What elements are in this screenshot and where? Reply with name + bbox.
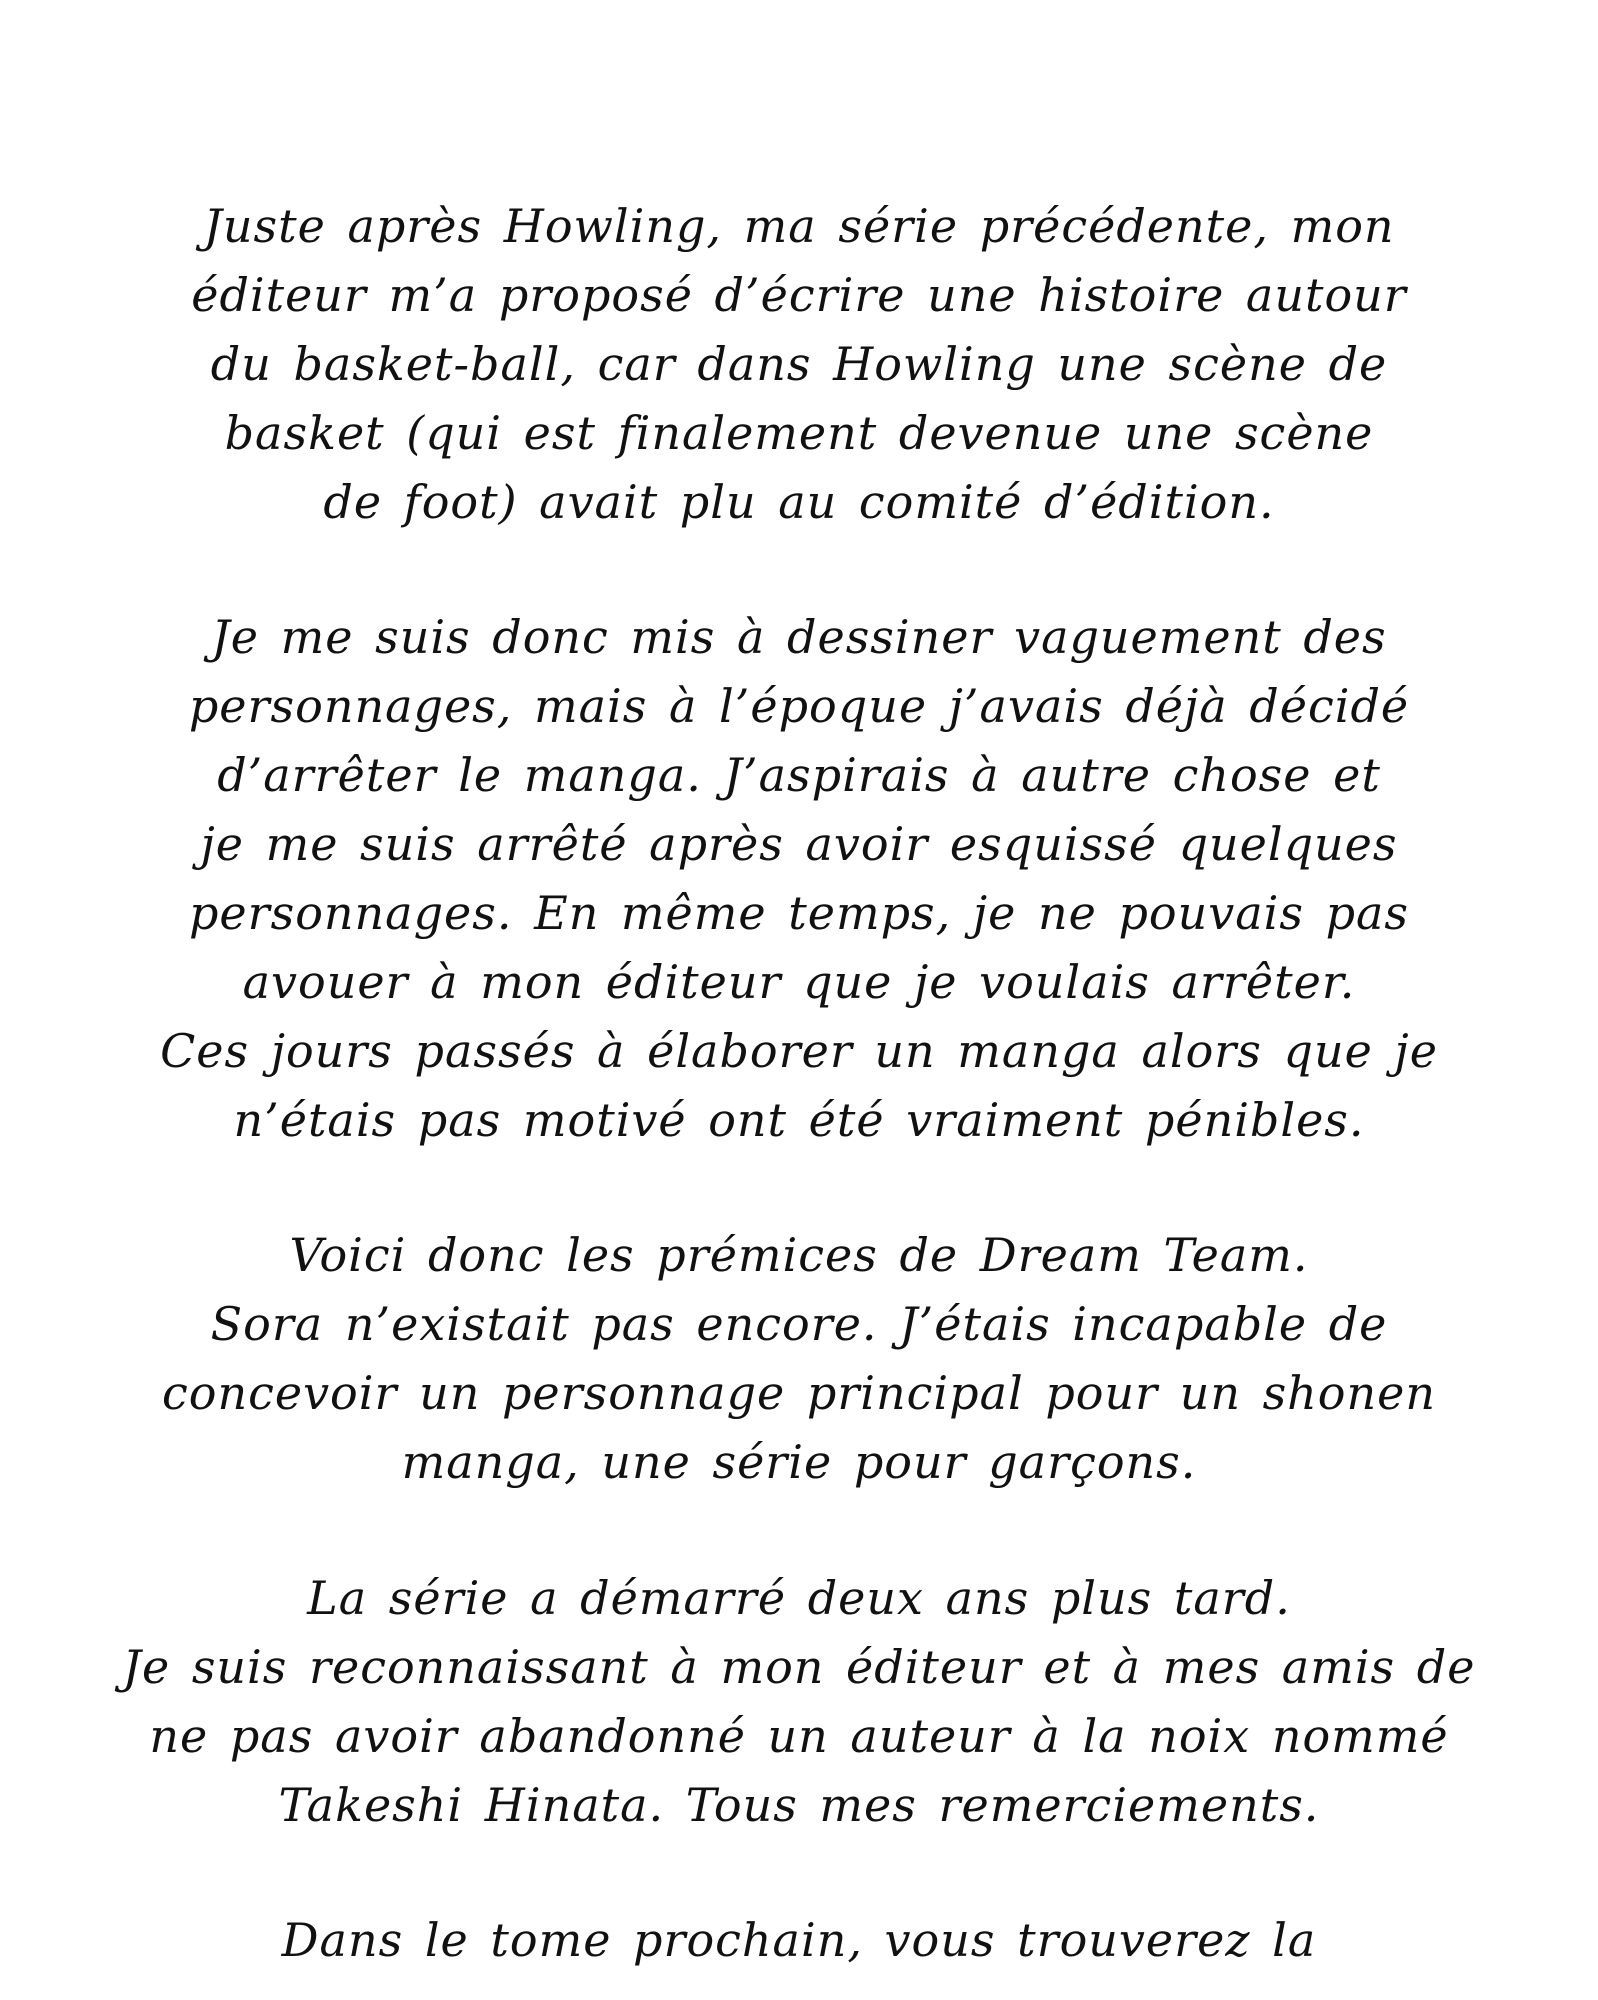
text-line: avouer à mon éditeur que je voulais arrêter. xyxy=(242,955,1356,1009)
paragraph-thanks xyxy=(0,1564,1598,1840)
text-line: du basket-ball, car dans Howling une scène de xyxy=(210,337,1388,391)
text-line: ne pas avoir abandonné un auteur à la noix nommé xyxy=(149,1709,1449,1763)
text-line: n’étais pas motivé ont été vraiment pénibles. xyxy=(233,1093,1365,1147)
text-line: manga, une série pour garçons. xyxy=(401,1435,1197,1489)
paragraph-next-volume xyxy=(0,1906,1598,1975)
text-line: Je suis reconnaissant à mon éditeur et à mes amis de xyxy=(122,1640,1476,1694)
text-line: concevoir un personnage principal pour un shonen xyxy=(162,1366,1436,1420)
text-line: basket (qui est finalement devenue une scène xyxy=(224,406,1374,460)
text-line: éditeur m’a proposé d’écrire une histoire autour xyxy=(191,268,1407,322)
text-line: personnages. En même temps, je ne pouvais pas xyxy=(188,886,1410,940)
text-line: La série a démarré deux ans plus tard. xyxy=(307,1571,1291,1625)
text-line: Takeshi Hinata. Tous mes remerciements. xyxy=(278,1778,1320,1832)
text-line: Je me suis donc mis à dessiner vaguement des xyxy=(211,610,1387,664)
text-line: d’arrêter le manga. J’aspirais à autre chose et xyxy=(217,748,1381,802)
text-line: Juste après Howling, ma série précédente, mon xyxy=(203,199,1395,253)
text-line: Voici donc les prémices de Dream Team. xyxy=(289,1228,1309,1282)
text-line: je me suis arrêté après avoir esquissé quelques xyxy=(200,817,1398,871)
text-line: de foot) avait plu au comité d’édition. xyxy=(323,475,1275,529)
text-line: Sora n’existait pas encore. J’étais incapable de xyxy=(210,1297,1388,1351)
paragraph-drawing-characters xyxy=(0,603,1598,1155)
text-line: Dans le tome prochain, vous trouverez la xyxy=(281,1913,1317,1967)
paragraph-dream-team-premise xyxy=(0,1221,1598,1497)
text-line: personnages, mais à l’époque j’avais déjà décidé xyxy=(188,679,1410,733)
text-line: Ces jours passés à élaborer un manga alors que je xyxy=(160,1024,1438,1078)
paragraph-howling-origin xyxy=(0,192,1598,537)
